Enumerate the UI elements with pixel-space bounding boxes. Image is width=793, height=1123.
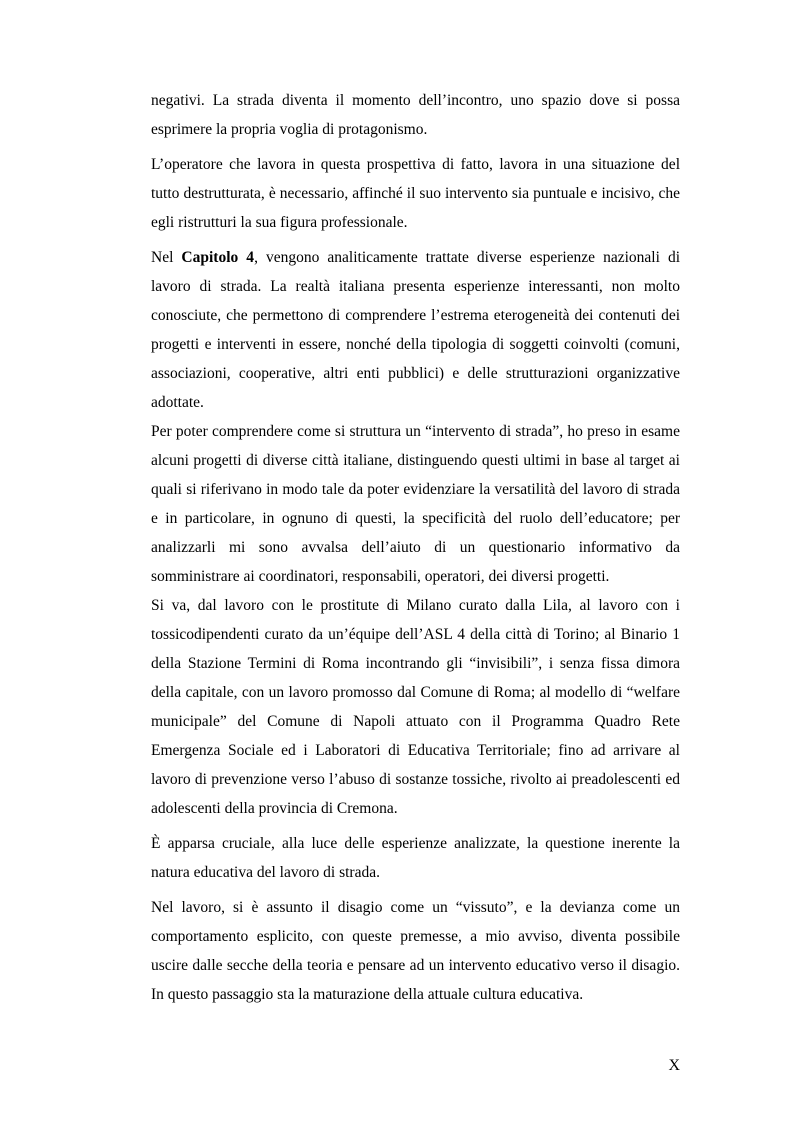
paragraph-5: Si va, dal lavoro con le prostitute di Milano curato dalla Lila, al lavoro con i tossicodipendenti curato da un’équipe dell’ASL 4 della città di Torino; al Binario 1 della Stazione Termini di Roma incontrando gli “invisibili”, i senza fissa dimora della capitale, con un lavoro promosso dal Comune di Roma; al modello di “welfare municipale” del Comune di Napoli attuato con il Programma Quadro Rete Emergenza Sociale ed i Laboratori di Educativa Territoriale; fino ad arrivare al lavoro di prevenzione verso l’abuso di sostanze tossiche, rivolto ai preadolescenti ed adolescenti della provincia di Cremona. (151, 597, 680, 817)
document-page (151, 86, 680, 1009)
paragraph-7: Nel lavoro, si è assunto il disagio come un “vissuto”, e la devianza come un comportamento esplicito, con queste premesse, a mio avviso, diventa possibile uscire dalle secche della teoria e pensare ad un intervento educativo verso il disagio. In questo passaggio sta la maturazione della attuale cultura educativa. (151, 899, 680, 1003)
paragraph-1: negativi. La strada diventa il momento dell’incontro, uno spazio dove si possa esprimere la propria voglia di protagonismo. (151, 92, 680, 138)
paragraph-3 (151, 243, 680, 417)
paragraph-2: L’operatore che lavora in questa prospettiva di fatto, lavora in una situazione del tutto destrutturata, è necessario, affinché il suo intervento sia puntuale e incisivo, che egli ristrutturi la sua figura professionale. (151, 156, 680, 231)
paragraph-3-text: , vengono analiticamente trattate diverse esperienze nazionali di lavoro di strada. La realtà italiana presenta esperienze interessanti, non molto conosciute, che permettono di comprendere l’estrema eterogeneità dei contenuti dei progetti e interventi in essere, nonché della tipologia di soggetti coinvolti (comuni, associazioni, cooperative, altri enti pubblici) e delle strutturazioni organizzative adottate. (151, 249, 680, 411)
paragraph-3-prefix: Nel (151, 249, 182, 266)
chapter-reference: Capitolo 4 (181, 249, 255, 266)
page-number: X (668, 1057, 680, 1074)
paragraph-4: Per poter comprendere come si struttura un “intervento di strada”, ho preso in esame alcuni progetti di diverse città italiane, distinguendo questi ultimi in base al target ai quali si riferivano in modo tale da poter evidenziare la versatilità del lavoro di strada e in particolare, in ognuno di questi, la specificità del ruolo dell’educatore; per analizzarli mi sono avvalsa dell’aiuto di un questionario informativo da somministrare ai coordinatori, responsabili, operatori, dei diversi progetti. (151, 423, 680, 585)
paragraph-6: È apparsa cruciale, alla luce delle esperienze analizzate, la questione inerente la natura educativa del lavoro di strada. (151, 835, 680, 881)
